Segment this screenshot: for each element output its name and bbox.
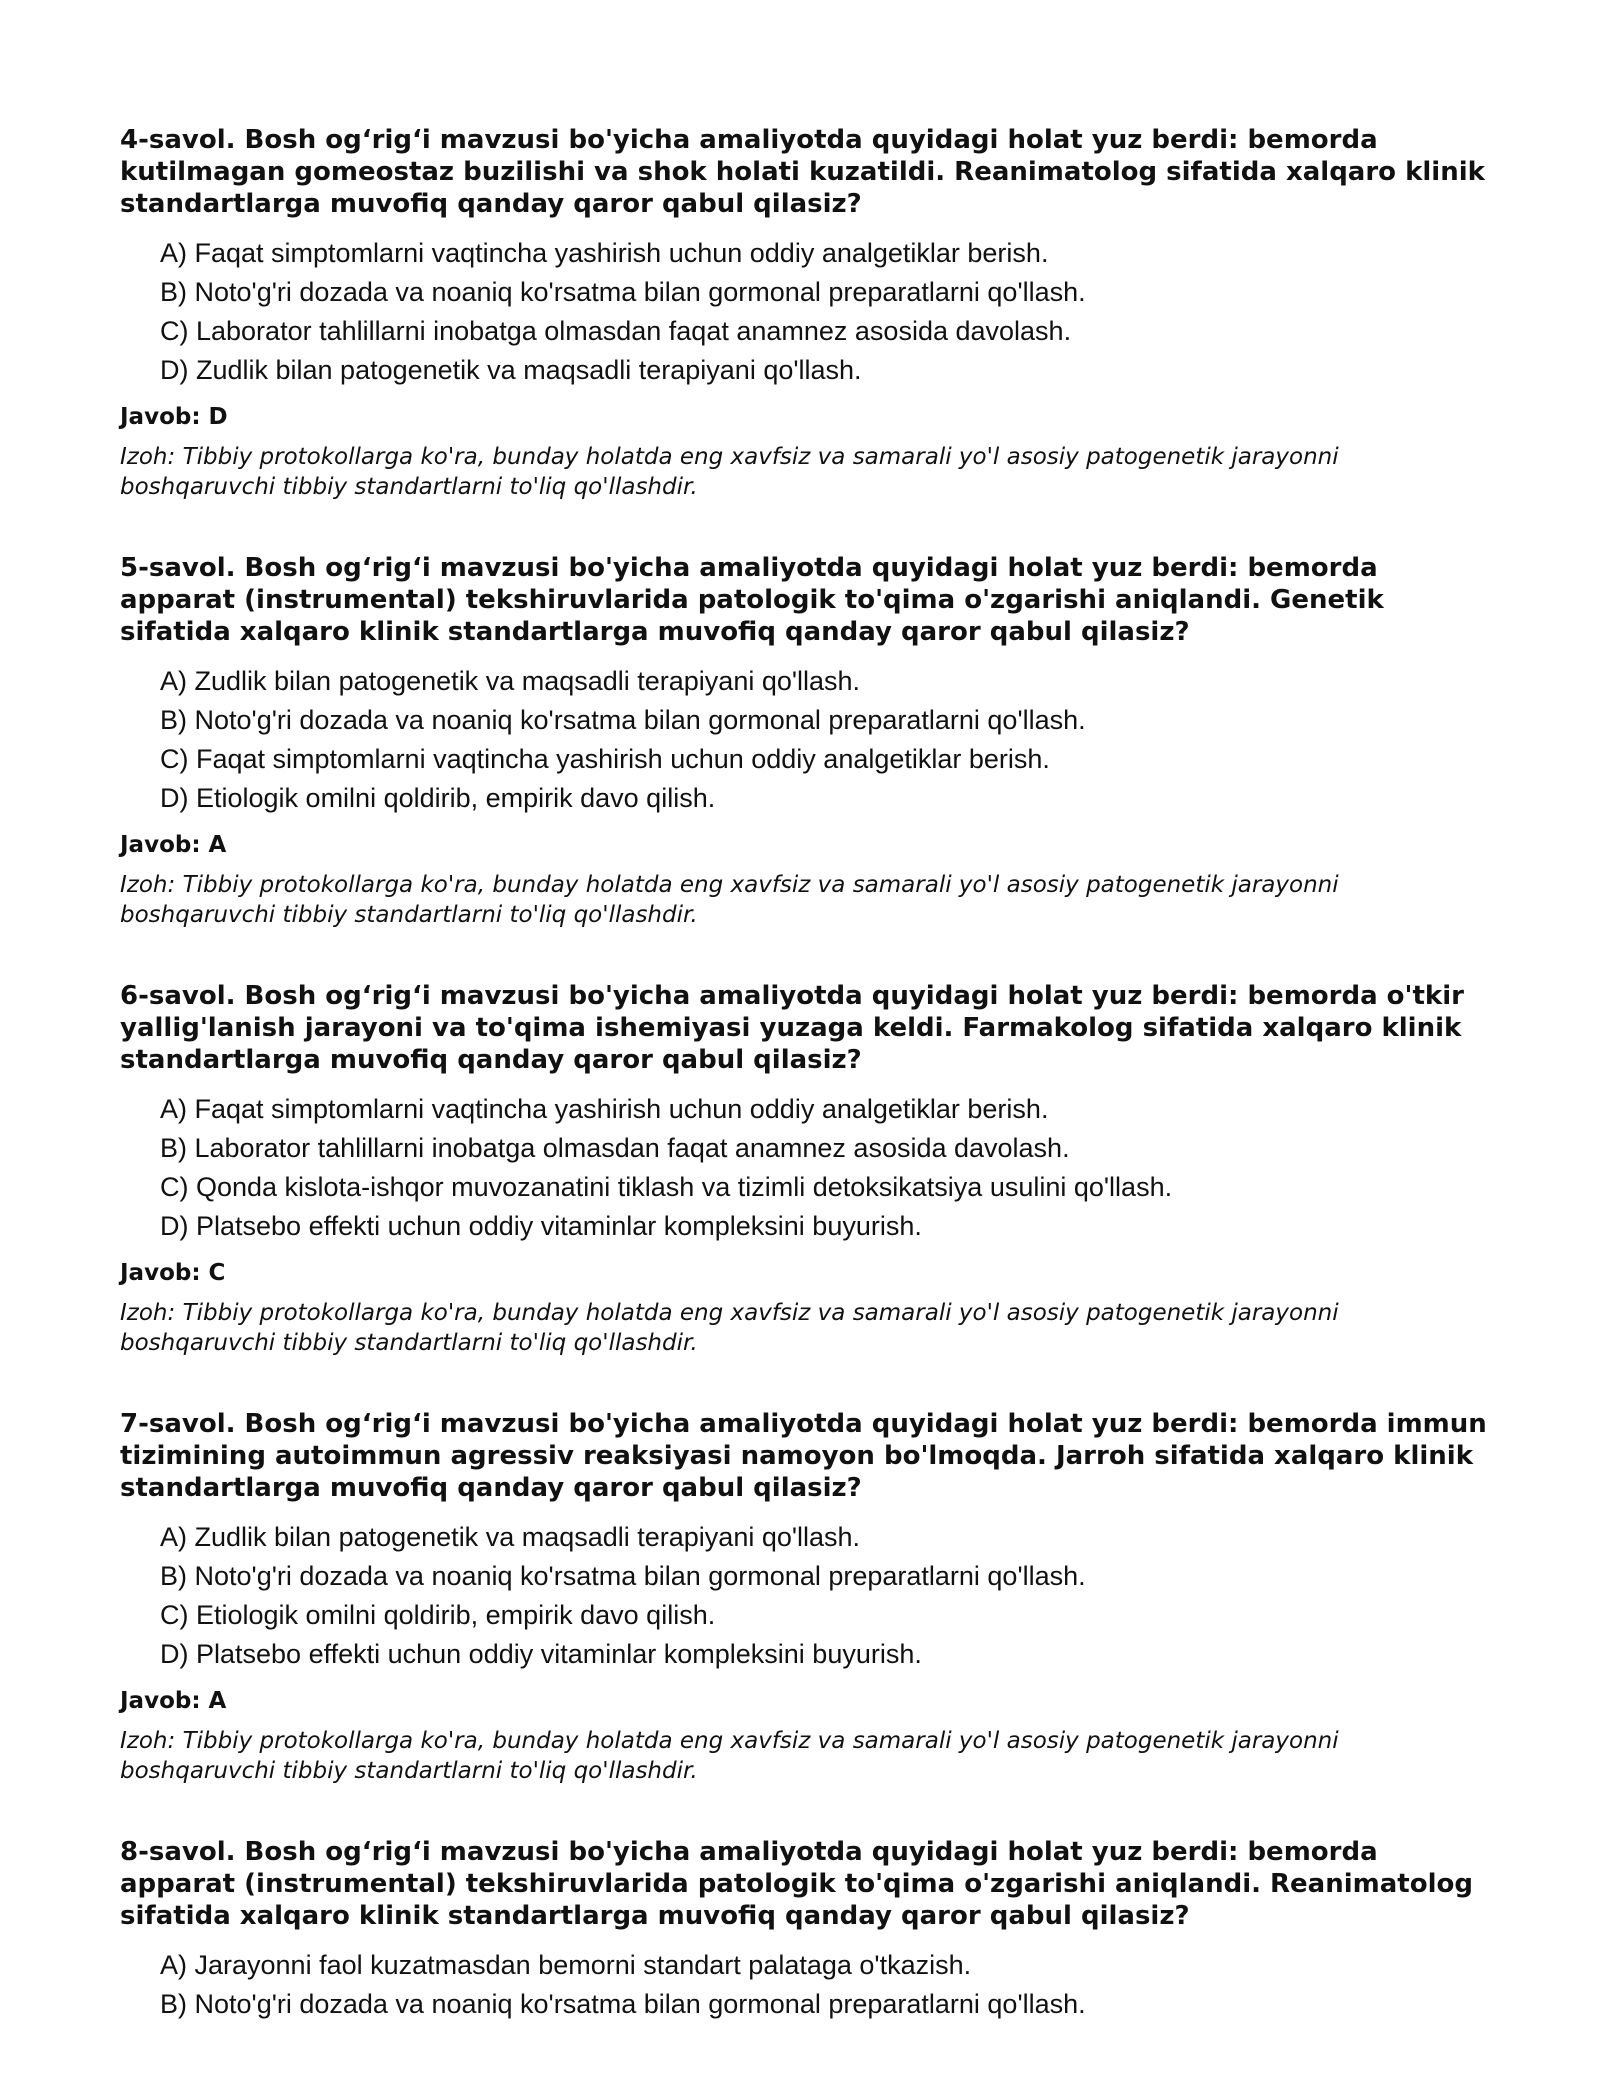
explanation-note: Izoh: Tibbiy protokollarga ko'ra, bunday holatda eng xavfsiz va samarali yo'l asosiy patogenetik jarayonni boshqaruvchi tibbiy standartlarni to'liq qo'llashdir. (120, 1300, 1339, 1356)
explanation-note: Izoh: Tibbiy protokollarga ko'ra, bunday holatda eng xavfsiz va samarali yo'l asosiy patogenetik jarayonni boshqaruvchi tibbiy standartlarni to'liq qo'llashdir. (120, 1728, 1339, 1784)
answer-label: Javob: D (120, 404, 228, 430)
answer-label: Javob: A (120, 832, 227, 858)
option-d: D) Platsebo effekti uchun oddiy vitaminlar kompleksini buyurish. (160, 1211, 922, 1241)
question-title: 6-savol. Bosh og‘rig‘i mavzusi bo'yicha amaliyotda quyidagi holat yuz berdi: bemorda o'tkir yallig'lanish jarayoni va to'qima ishemiyasi yuzaga keldi. Farmakolog sifatida xalqaro klinik standartlarga muvofiq qanday qaror qabul qilasiz? (120, 981, 1464, 1075)
question-7 (120, 1408, 1500, 1786)
option-b: B) Noto'g'ri dozada va noaniq ko'rsatma bilan gormonal preparatlarni qo'llash. (160, 1989, 1086, 2019)
answer-options (160, 1518, 1500, 1674)
question-6 (120, 980, 1500, 1358)
answer-options (160, 1946, 1500, 2024)
option-c: C) Etiologik omilni qoldirib, empirik davo qilish. (160, 1600, 716, 1630)
option-c: C) Laborator tahlillarni inobatga olmasdan faqat anamnez asosida davolash. (160, 316, 1072, 346)
question-4 (120, 124, 1500, 502)
option-d: D) Platsebo effekti uchun oddiy vitaminlar kompleksini buyurish. (160, 1639, 922, 1669)
question-title: 4-savol. Bosh og‘rig‘i mavzusi bo'yicha amaliyotda quyidagi holat yuz berdi: bemorda kutilmagan gomeostaz buzilishi va shok holati kuzatildi. Reanimatolog sifatida xalqaro klinik standartlarga muvofiq qanday qaror qabul qilasiz? (120, 125, 1485, 219)
question-5 (120, 552, 1500, 930)
option-d: D) Zudlik bilan patogenetik va maqsadli terapiyani qo'llash. (160, 355, 862, 385)
explanation-note: Izoh: Tibbiy protokollarga ko'ra, bunday holatda eng xavfsiz va samarali yo'l asosiy patogenetik jarayonni boshqaruvchi tibbiy standartlarni to'liq qo'llashdir. (120, 872, 1339, 928)
option-d: D) Etiologik omilni qoldirib, empirik davo qilish. (160, 783, 716, 813)
option-a: A) Zudlik bilan patogenetik va maqsadli terapiyani qo'llash. (160, 1522, 861, 1552)
answer-options (160, 1090, 1500, 1246)
question-title: 5-savol. Bosh og‘rig‘i mavzusi bo'yicha amaliyotda quyidagi holat yuz berdi: bemorda apparat (instrumental) tekshiruvlarida patologik to'qima o'zgarishi aniqlandi. Genetik sifatida xalqaro klinik standartlarga muvofiq qanday qaror qabul qilasiz? (120, 553, 1384, 647)
option-a: A) Jarayonni faol kuzatmasdan bemorni standart palataga o'tkazish. (160, 1950, 972, 1980)
option-b: B) Laborator tahlillarni inobatga olmasdan faqat anamnez asosida davolash. (160, 1133, 1070, 1163)
option-a: A) Faqat simptomlarni vaqtincha yashirish uchun oddiy analgetiklar berish. (160, 1094, 1049, 1124)
answer-label: Javob: C (120, 1260, 226, 1286)
option-c: C) Qonda kislota-ishqor muvozanatini tiklash va tizimli detoksikatsiya usulini qo'llash. (160, 1172, 1173, 1202)
option-c: C) Faqat simptomlarni vaqtincha yashirish uchun oddiy analgetiklar berish. (160, 744, 1050, 774)
option-a: A) Faqat simptomlarni vaqtincha yashirish uchun oddiy analgetiklar berish. (160, 238, 1049, 268)
option-b: B) Noto'g'ri dozada va noaniq ko'rsatma bilan gormonal preparatlarni qo'llash. (160, 705, 1086, 735)
option-b: B) Noto'g'ri dozada va noaniq ko'rsatma bilan gormonal preparatlarni qo'llash. (160, 1561, 1086, 1591)
option-a: A) Zudlik bilan patogenetik va maqsadli terapiyani qo'llash. (160, 666, 861, 696)
answer-options (160, 234, 1500, 390)
answer-label: Javob: A (120, 1688, 227, 1714)
question-title: 7-savol. Bosh og‘rig‘i mavzusi bo'yicha amaliyotda quyidagi holat yuz berdi: bemorda immun tizimining autoimmun agressiv reaksiyasi namoyon bo'lmoqda. Jarroh sifatida xalqaro klinik standartlarga muvofiq qanday qaror qabul qilasiz? (120, 1409, 1487, 1503)
option-b: B) Noto'g'ri dozada va noaniq ko'rsatma bilan gormonal preparatlarni qo'llash. (160, 277, 1086, 307)
answer-options (160, 662, 1500, 818)
document-page (120, 124, 1500, 2074)
explanation-note: Izoh: Tibbiy protokollarga ko'ra, bunday holatda eng xavfsiz va samarali yo'l asosiy patogenetik jarayonni boshqaruvchi tibbiy standartlarni to'liq qo'llashdir. (120, 444, 1339, 500)
question-title: 8-savol. Bosh og‘rig‘i mavzusi bo'yicha amaliyotda quyidagi holat yuz berdi: bemorda apparat (instrumental) tekshiruvlarida patologik to'qima o'zgarishi aniqlandi. Reanimatolog sifatida xalqaro klinik standartlarga muvofiq qanday qaror qabul qilasiz? (120, 1837, 1473, 1931)
question-8 (120, 1836, 1500, 2024)
